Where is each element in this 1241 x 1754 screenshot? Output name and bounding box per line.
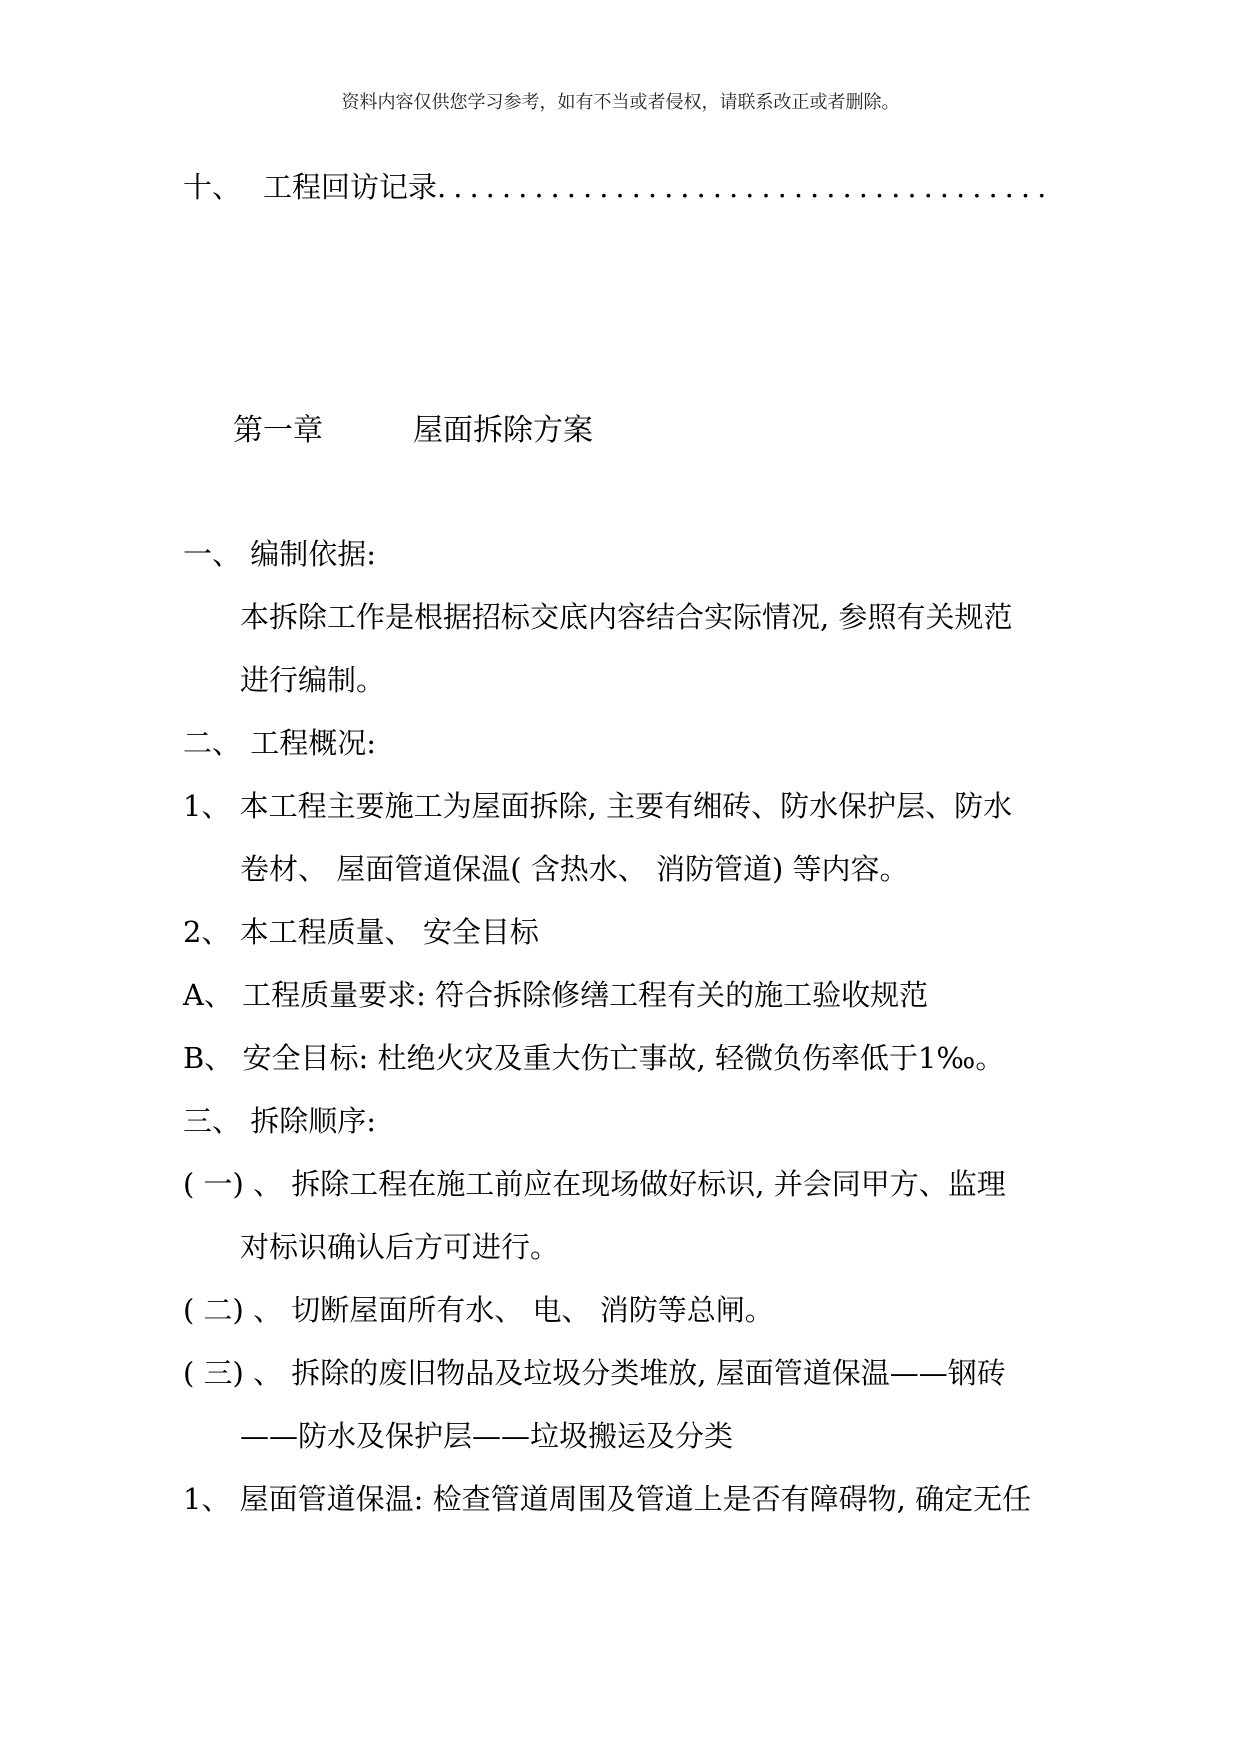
section-heading-sequence: 三、 拆除顺序:: [183, 1104, 376, 1138]
paragraph-line: ( 一) 、 拆除工程在施工前应在现场做好标识, 并会同甲方、监理: [183, 1167, 1006, 1201]
section-heading-overview: 二、 工程概况:: [183, 726, 376, 760]
paragraph-line: 对标识确认后方可进行。: [240, 1230, 560, 1264]
toc-entry: [183, 165, 1083, 206]
paragraph-line: 卷材、 屋面管道保温( 含热水、 消防管道) 等内容。: [240, 852, 909, 886]
section-heading-basis: 一、 编制依据:: [183, 537, 376, 571]
paragraph-line: A、 工程质量要求: 符合拆除修缮工程有关的施工验收规范: [183, 978, 929, 1012]
paragraph-line: 1、 屋面管道保温: 检查管道周围及管道上是否有障碍物, 确定无任: [183, 1482, 1032, 1516]
header-notice: 资料内容仅供您学习参考，如有不当或者侵权，请联系改正或者删除。: [341, 92, 900, 113]
toc-leader-dots: ......................................: [437, 170, 1054, 204]
toc-number: 十、: [183, 170, 242, 204]
chapter-heading: [233, 405, 593, 449]
chapter-title: 屋面拆除方案: [413, 413, 593, 448]
paragraph-line: 本拆除工作是根据招标交底内容结合实际情况, 参照有关规范: [240, 600, 1013, 634]
paragraph-line: B、 安全目标: 杜绝火灾及重大伤亡事故, 轻微负伤率低于1‰。: [183, 1041, 1005, 1075]
paragraph-line: 2、 本工程质量、 安全目标: [183, 915, 539, 949]
paragraph-line: 进行编制。: [240, 663, 386, 697]
toc-title: 工程回访记录: [263, 170, 438, 204]
chapter-label: 第一章: [233, 413, 323, 448]
paragraph-line: ( 三) 、 拆除的废旧物品及垃圾分类堆放, 屋面管道保温——钢砖: [183, 1356, 1006, 1390]
paragraph-line: ——防水及保护层——垃圾搬运及分类: [240, 1419, 734, 1453]
paragraph-line: ( 二) 、 切断屋面所有水、 电、 消防等总闸。: [183, 1293, 774, 1327]
paragraph-line: 1、 本工程主要施工为屋面拆除, 主要有缃砖、防水保护层、防水: [183, 789, 1013, 823]
